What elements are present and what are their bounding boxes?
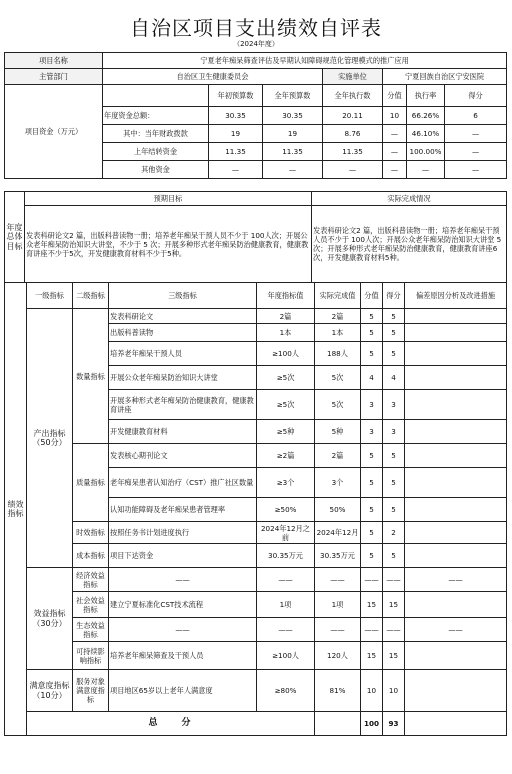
indicator-name: 认知功能障碍及老年痴呆患者管理率 <box>109 498 257 522</box>
goal-expected-header: 预期目标 <box>25 192 312 206</box>
funds-fin-label: 其中：当年财政拨款 <box>103 125 209 143</box>
impl-value: 宁夏回族自治区宁安医院 <box>383 69 507 85</box>
indicator-name: 老年痴呆患者认知治疗（CST）推广社区数量 <box>109 468 257 498</box>
funds-prev-rate: 100.00% <box>407 143 445 161</box>
indicator-get: 5 <box>383 544 405 568</box>
indicator-actual: 120人 <box>315 642 361 670</box>
group-sustain: 可持续影响指标 <box>73 642 109 670</box>
indicator-reason <box>405 324 507 342</box>
indicator-name: 项目下达资金 <box>109 544 257 568</box>
funds-label: 项目资金（万元） <box>5 85 103 179</box>
indicator-actual: 2024年12月 <box>315 522 361 544</box>
indicator-score: 4 <box>361 366 383 390</box>
indicator-get: —— <box>383 618 405 642</box>
indicator-actual: 1项 <box>315 592 361 618</box>
indicator-actual: 2篇 <box>315 309 361 324</box>
indicator-get: 10 <box>383 670 405 712</box>
h-l2: 二级指标 <box>73 283 109 309</box>
indicator-reason <box>405 642 507 670</box>
indicator-name: 开展多种形式老年痴呆防治健康教育，健康教育讲座 <box>109 390 257 420</box>
project-name: 宁夏老年痴呆筛查评估及早期认知障碍规范化管理模式的推广应用 <box>103 53 507 69</box>
indicator-reason <box>405 390 507 420</box>
funds-prev-exec: 11.35 <box>323 143 383 161</box>
goal-actual-text: 发表科研论文2 篇，出版科普读物一册；培养老年痴呆干预人员不少于 100人次；开展公众老年痴呆防治知识大讲堂 5 次；开展多种形式老年痴呆防治健康教育，健康教育讲座6次，开发健康教育材料5种。 <box>312 206 507 283</box>
indicator-name: 开发健康教育材料 <box>109 420 257 444</box>
indicator-name: 项目地区65岁以上老年人满意度 <box>109 670 257 712</box>
indicator-reason <box>405 468 507 498</box>
indicator-score: 5 <box>361 342 383 366</box>
indicator-get: —— <box>383 568 405 592</box>
group-qual: 质量指标 <box>73 444 109 522</box>
indicator-target: —— <box>257 618 315 642</box>
indicator-actual: 50% <box>315 498 361 522</box>
indicator-score: 3 <box>361 390 383 420</box>
indicator-score: 5 <box>361 468 383 498</box>
indicator-get: 15 <box>383 642 405 670</box>
dept-value: 自治区卫生健康委员会 <box>103 69 323 85</box>
indicator-target: 2024年12月之前 <box>257 522 315 544</box>
funds-fin-full: 19 <box>263 125 323 143</box>
col-full: 全年预算数 <box>263 85 323 107</box>
indicator-target: 2篇 <box>257 309 315 324</box>
indicator-score: 5 <box>361 522 383 544</box>
funds-prev-label: 上年结转资金 <box>103 143 209 161</box>
indicator-score: 15 <box>361 642 383 670</box>
group-time: 时效指标 <box>73 522 109 544</box>
indicator-actual: 1本 <box>315 324 361 342</box>
indicator-actual: 5次 <box>315 390 361 420</box>
funds-total-get: 6 <box>445 107 507 125</box>
indicator-name: 按照任务书计划进度执行 <box>109 522 257 544</box>
h-get: 得分 <box>383 283 405 309</box>
indicator-name: 建立宁夏标准化CST技术流程 <box>109 592 257 618</box>
h-actual: 实际完成值 <box>315 283 361 309</box>
funds-total-score: 10 <box>383 107 407 125</box>
funds-prev-init: 11.35 <box>209 143 263 161</box>
funds-total-exec: 20.11 <box>323 107 383 125</box>
indicator-reason <box>405 342 507 366</box>
indicator-score: 5 <box>361 498 383 522</box>
funds-fin-init: 19 <box>209 125 263 143</box>
total-reason-blank <box>405 712 507 736</box>
funds-other-full: — <box>263 161 323 179</box>
funds-fin-exec: 8.76 <box>323 125 383 143</box>
funds-header-blank <box>103 85 209 107</box>
indicator-actual: 2篇 <box>315 444 361 468</box>
indicator-get: 5 <box>383 498 405 522</box>
funds-total-full: 30.35 <box>263 107 323 125</box>
indicator-name: 培养老年痴呆筛查及干预人员 <box>109 642 257 670</box>
indicator-actual: 5种 <box>315 420 361 444</box>
indicator-name: —— <box>109 568 257 592</box>
indicator-actual: —— <box>315 568 361 592</box>
group-cost: 成本指标 <box>73 544 109 568</box>
indicator-name: 开展公众老年痴呆防治知识大讲堂 <box>109 366 257 390</box>
total-get: 93 <box>383 712 405 736</box>
group-qty: 数量指标 <box>73 309 109 444</box>
col-rate: 执行率 <box>407 85 445 107</box>
group-eco: 生态效益指标 <box>73 618 109 642</box>
funds-fin-get: — <box>445 125 507 143</box>
dept-label: 主管部门 <box>5 69 103 85</box>
indicator-target: 1本 <box>257 324 315 342</box>
indicator-target: —— <box>257 568 315 592</box>
output-label: 产出指标（50分） <box>27 309 73 568</box>
indicator-name: 发表科研论文 <box>109 309 257 324</box>
indicator-reason: —— <box>405 618 507 642</box>
total-score: 100 <box>361 712 383 736</box>
funds-other-get: — <box>445 161 507 179</box>
indicator-target: ≥50% <box>257 498 315 522</box>
h-l3: 三级指标 <box>109 283 257 309</box>
funds-other-init: — <box>209 161 263 179</box>
funds-prev-score: — <box>383 143 407 161</box>
indicator-actual: 30.35万元 <box>315 544 361 568</box>
indicator-reason <box>405 366 507 390</box>
funds-other-score: — <box>383 161 407 179</box>
indicator-get: 5 <box>383 444 405 468</box>
satisfy-label: 满意度指标（10分） <box>27 670 73 712</box>
indicator-actual: 5次 <box>315 366 361 390</box>
indicator-reason <box>405 544 507 568</box>
indicator-get: 5 <box>383 468 405 498</box>
indicator-actual: —— <box>315 618 361 642</box>
indicator-target: 1项 <box>257 592 315 618</box>
col-get: 得分 <box>445 85 507 107</box>
indicator-reason <box>405 420 507 444</box>
indicator-get: 4 <box>383 366 405 390</box>
funds-prev-full: 11.35 <box>263 143 323 161</box>
col-score: 分值 <box>383 85 407 107</box>
h-reason: 偏差原因分析及改进措施 <box>405 283 507 309</box>
funds-other-label: 其他资金 <box>103 161 209 179</box>
page-title: 自治区项目支出绩效自评表 <box>130 16 382 40</box>
indicator-score: 15 <box>361 592 383 618</box>
indicator-name: 发表核心期刊论文 <box>109 444 257 468</box>
indicator-target: ≥100人 <box>257 342 315 366</box>
indicator-name: 培养老年痴呆干预人员 <box>109 342 257 366</box>
indicator-target: ≥2篇 <box>257 444 315 468</box>
indicator-reason: —— <box>405 568 507 592</box>
goal-actual-header: 实际完成情况 <box>312 192 507 206</box>
indicator-get: 15 <box>383 592 405 618</box>
indicator-get: 5 <box>383 324 405 342</box>
funds-total-init: 30.35 <box>209 107 263 125</box>
indicator-target: ≥3个 <box>257 468 315 498</box>
col-init: 年初预算数 <box>209 85 263 107</box>
funds-prev-get: — <box>445 143 507 161</box>
funds-other-exec: — <box>323 161 383 179</box>
funds-fin-score: — <box>383 125 407 143</box>
indicator-target: ≥5次 <box>257 366 315 390</box>
h-l1: 一级指标 <box>27 283 73 309</box>
indicator-score: —— <box>361 618 383 642</box>
funds-other-rate: — <box>407 161 445 179</box>
indicator-reason <box>405 498 507 522</box>
funds-total-label: 年度资金总额： <box>103 107 209 125</box>
col-exec: 全年执行数 <box>323 85 383 107</box>
funds-table <box>4 52 507 179</box>
page-year: （2024年度） <box>233 40 279 48</box>
funds-fin-rate: 46.10% <box>407 125 445 143</box>
indicator-get: 3 <box>383 420 405 444</box>
indicator-get: 3 <box>383 390 405 420</box>
indicator-target: ≥80% <box>257 670 315 712</box>
indicator-reason <box>405 592 507 618</box>
group-social: 社会效益指标 <box>73 592 109 618</box>
funds-total-rate: 66.26% <box>407 107 445 125</box>
indicator-score: 10 <box>361 670 383 712</box>
indicator-table <box>4 282 507 736</box>
indicator-score: 5 <box>361 324 383 342</box>
indicator-target: ≥5次 <box>257 390 315 420</box>
indicator-reason <box>405 444 507 468</box>
indicator-actual: 81% <box>315 670 361 712</box>
indicator-actual: 3个 <box>315 468 361 498</box>
indicator-reason <box>405 522 507 544</box>
indicator-score: 3 <box>361 420 383 444</box>
indicator-score: 5 <box>361 309 383 324</box>
h-target: 年度指标值 <box>257 283 315 309</box>
group-econ: 经济效益指标 <box>73 568 109 592</box>
goal-label: 年度总体目标 <box>5 192 25 283</box>
indicator-get: 2 <box>383 522 405 544</box>
indicator-actual: 188人 <box>315 342 361 366</box>
indicator-target: ≥100人 <box>257 642 315 670</box>
project-name-label: 项目名称 <box>5 53 103 69</box>
indicator-target: 30.35万元 <box>257 544 315 568</box>
total-target-blank <box>315 712 361 736</box>
indicator-reason <box>405 670 507 712</box>
total-label: 总 分 <box>27 712 315 736</box>
indicator-reason <box>405 309 507 324</box>
perf-label: 绩效指标 <box>5 283 27 736</box>
indicator-score: —— <box>361 568 383 592</box>
group-serve: 服务对象满意度指标 <box>73 670 109 712</box>
goal-expected-text: 发表科研论文2 篇，出版科普读物一册；培养老年痴呆干预人员不少于 100人次；开展公众老年痴呆防治知识大讲堂，不少于 5 次；开展多种形式老年痴呆防治健康教育，健康教育讲座不少于5次，开发健康教育材料不少于5种。 <box>25 206 312 283</box>
indicator-score: 5 <box>361 544 383 568</box>
effect-label: 效益指标（30分） <box>27 568 73 670</box>
indicator-get: 5 <box>383 342 405 366</box>
goal-table <box>4 191 507 283</box>
indicator-target: ≥5种 <box>257 420 315 444</box>
indicator-get: 5 <box>383 309 405 324</box>
indicator-name: —— <box>109 618 257 642</box>
indicator-score: 5 <box>361 444 383 468</box>
impl-label: 实施单位 <box>323 69 383 85</box>
h-score: 分值 <box>361 283 383 309</box>
indicator-name: 出版科普读物 <box>109 324 257 342</box>
